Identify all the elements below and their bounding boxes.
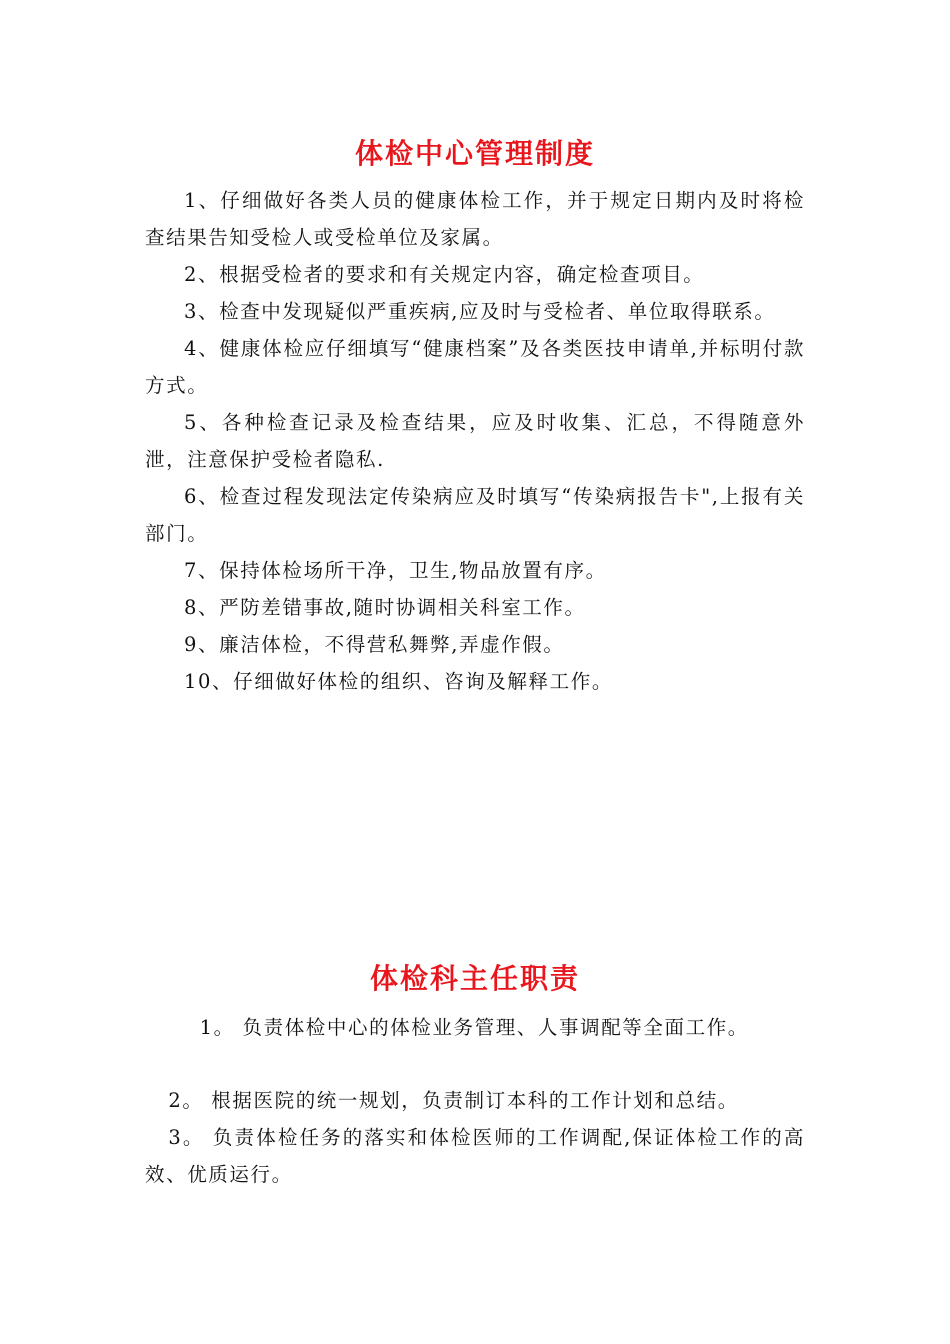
rule-item-4: 4、健康体检应仔细填写“健康档案”及各类医技申请单,并标明付款方式。 [145,337,805,397]
rule-item-1: 1、仔细做好各类人员的健康体检工作，并于规定日期内及时将检查结果告知受检人或受检单位及家属。 [145,189,805,249]
director-duties-first [145,1009,805,1046]
rule-item-3: 3、检查中发现疑似严重疾病,应及时与受检者、单位取得联系。 [184,300,776,323]
rule-item-5: 5、各种检查记录及检查结果，应及时收集、汇总，不得随意外泄，注意保护受检者隐私. [145,411,805,471]
duty-item-1: 1。 负责体检中心的体检业务管理、人事调配等全面工作。 [199,1016,749,1039]
rule-item-2: 2、根据受检者的要求和有关规定内容，确定检查项目。 [184,263,705,286]
rule-item-6: 6、检查过程发现法定传染病应及时填写“传染病报告卡",上报有关部门。 [145,485,805,545]
director-duties-title: 体检科主任职责 [369,962,580,995]
rule-item-7: 7、保持体检场所干净，卫生,物品放置有序。 [184,559,607,582]
rule-item-9: 9、廉洁体检，不得营私舞弊,弄虚作假。 [184,633,565,656]
duty-item-2: 2。 根据医院的统一规划，负责制订本科的工作计划和总结。 [168,1089,739,1112]
rule-item-10: 10、仔细做好体检的组织、咨询及解释工作。 [184,670,613,693]
management-rules-title: 体检中心管理制度 [354,137,595,170]
rule-item-8: 8、严防差错事故,随时协调相关科室工作。 [184,596,586,619]
duty-item-3: 3。 负责体检任务的落实和体检医师的工作调配,保证体检工作的高效、优质运行。 [145,1126,805,1186]
director-duties-list [145,1082,805,1193]
management-rules-list [145,182,805,700]
